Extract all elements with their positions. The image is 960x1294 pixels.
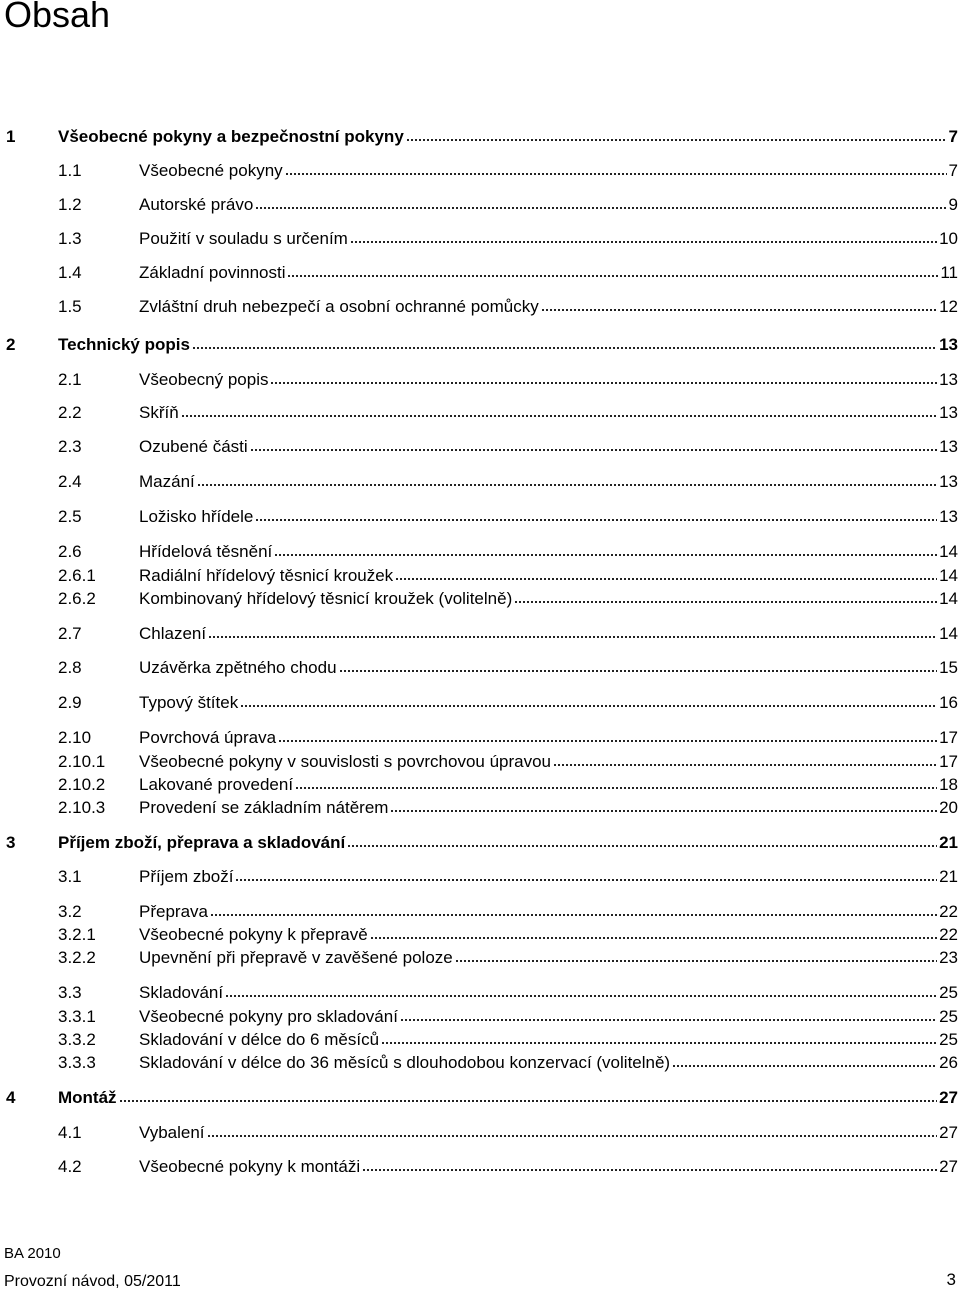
toc-entry-number: 3.3.3 [58,1053,96,1072]
toc-entry-page: 17 [939,728,958,747]
toc-entry[interactable] [0,865,960,889]
toc-entry-title: Příjem zboží [139,867,234,886]
toc-entry-number: 2.10.2 [58,775,106,794]
toc-entry-title: Vybalení [139,1123,205,1142]
toc-entry-number: 2.10.3 [58,798,106,817]
toc-entry-title: Autorské právo [139,195,254,214]
toc-entry-page: 14 [939,624,958,643]
toc-dot-leader [390,796,937,813]
toc-entry-page: 22 [939,925,958,944]
toc-entry[interactable] [0,505,960,529]
toc-entry-page: 13 [939,403,958,422]
toc-entry-number: 2.3 [58,437,82,456]
toc-entry-page: 17 [939,752,958,771]
footer-doc-code: BA 2010 [4,1245,61,1262]
toc-entry-title: Základní povinnosti [139,263,286,282]
toc-entry[interactable] [0,587,960,611]
toc-entry[interactable] [0,831,960,855]
toc-dot-leader [672,1051,937,1068]
toc-entry-title: Typový štítek [139,693,239,712]
toc-entry-number: 1.1 [58,161,82,180]
toc-entry[interactable] [0,796,960,820]
toc-entry-title: Všeobecné pokyny v souvislosti s povrchovou úpravou [139,752,552,771]
toc-entry[interactable] [0,261,960,285]
toc-dot-leader [208,622,937,639]
toc-entry[interactable] [0,923,960,947]
toc-entry-title: Skladování v délce do 36 měsíců s dlouhodobou konzervací (volitelně) [139,1053,671,1072]
toc-entry-number: 2.4 [58,472,82,491]
toc-entry-page: 13 [939,472,958,491]
toc-dot-leader [255,505,937,522]
toc-dot-leader [285,159,947,176]
toc-entry-page: 21 [939,867,958,886]
toc-entry-title: Skříň [139,403,179,422]
toc-entry-title: Technický popis [58,335,190,354]
toc-entry-number: 3 [6,833,16,852]
toc-entry[interactable] [0,159,960,183]
toc-entry-title: Lakované provedení [139,775,294,794]
toc-entry-number: 2.10.1 [58,752,106,771]
page-title: Obsah [4,0,111,35]
toc-entry[interactable] [0,900,960,924]
toc-dot-leader [406,125,947,142]
toc-dot-leader [455,946,937,963]
toc-entry-title: Skladování v délce do 6 měsíců [139,1030,380,1049]
toc-entry[interactable] [0,401,960,425]
toc-entry-title: Radiální hřídelový těsnicí kroužek [139,566,394,585]
toc-entry-page: 27 [939,1123,958,1142]
toc-dot-leader [395,564,937,581]
toc-dot-leader [278,726,937,743]
toc-entry-title: Příjem zboží, přeprava a skladování [58,833,346,852]
toc-entry[interactable] [0,295,960,319]
toc-entry-page: 20 [939,798,958,817]
toc-entry-page: 26 [939,1053,958,1072]
toc-entry-page: 13 [939,437,958,456]
toc-entry-page: 11 [940,263,958,282]
toc-entry-page: 23 [939,948,958,967]
toc-entry[interactable] [0,1005,960,1029]
toc-entry[interactable] [0,946,960,970]
toc-dot-leader [381,1028,937,1045]
toc-entry-title: Všeobecné pokyny [139,161,283,180]
footer-page-number: 3 [946,1270,956,1289]
toc-entry-title: Všeobecné pokyny k montáži [139,1157,361,1176]
toc-dot-leader [553,750,937,767]
toc-entry-page: 14 [939,566,958,585]
toc-dot-leader [119,1086,938,1103]
toc-entry[interactable] [0,435,960,459]
toc-dot-leader [240,691,937,708]
toc-entry-number: 1.2 [58,195,82,214]
toc-dot-leader [270,368,937,385]
toc-entry-page: 14 [939,542,958,561]
toc-entry-page: 12 [939,297,958,316]
toc-entry-title: Chlazení [139,624,207,643]
toc-entry-title: Montáž [58,1088,117,1107]
toc-entry-number: 3.3.1 [58,1007,96,1026]
toc-entry-title: Zvláštní druh nebezpečí a osobní ochranné pomůcky [139,297,539,316]
toc-entry[interactable] [0,470,960,494]
toc-entry[interactable] [0,125,960,149]
toc-entry-title: Přeprava [139,902,208,921]
toc-dot-leader [210,900,937,917]
toc-entry-number: 4.2 [58,1157,82,1176]
toc-entry-number: 2.6.1 [58,566,96,585]
toc-entry[interactable] [0,1086,960,1110]
toc-entry-page: 9 [948,195,958,214]
toc-dot-leader [295,773,937,790]
toc-entry-page: 14 [939,589,958,608]
toc-entry-number: 2.6 [58,542,82,561]
toc-dot-leader [250,435,937,452]
toc-entry-number: 3.3.2 [58,1030,96,1049]
toc-entry[interactable] [0,773,960,797]
toc-entry[interactable] [0,981,960,1005]
toc-entry-page: 15 [939,658,958,677]
toc-entry-title: Upevnění při přepravě v zavěšené poloze [139,948,453,967]
toc-entry-number: 3.3 [58,983,82,1002]
toc-entry-number: 2.10 [58,728,92,747]
toc-entry-title: Hřídelová těsnění [139,542,273,561]
toc-entry-number: 2 [6,335,16,354]
toc-entry-page: 7 [948,127,958,146]
toc-entry[interactable] [0,726,960,750]
toc-entry[interactable] [0,750,960,774]
toc-entry[interactable] [0,1155,960,1179]
toc-dot-leader [207,1121,938,1138]
toc-entry-page: 25 [939,1030,958,1049]
toc-entry-number: 4 [6,1088,16,1107]
toc-entry-number: 3.2 [58,902,82,921]
toc-entry-title: Všeobecný popis [139,370,269,389]
toc-entry-title: Všeobecné pokyny pro skladování [139,1007,398,1026]
toc-entry-number: 2.6.2 [58,589,96,608]
toc-dot-leader [339,656,938,673]
toc-entry-title: Použití v souladu s určením [139,229,348,248]
toc-entry-title: Uzávěrka zpětného chodu [139,658,337,677]
toc-dot-leader [274,540,937,557]
toc-entry-number: 4.1 [58,1123,82,1142]
toc-entry[interactable] [0,1051,960,1075]
toc-entry-title: Všeobecné pokyny a bezpečnostní pokyny [58,127,404,146]
toc-entry-title: Všeobecné pokyny k přepravě [139,925,368,944]
toc-entry-number: 3.2.2 [58,948,96,967]
toc-entry-title: Provedení se základním nátěrem [139,798,389,817]
toc-entry-page: 13 [939,507,958,526]
toc-entry-title: Ozubené části [139,437,248,456]
toc-entry-number: 2.8 [58,658,82,677]
toc-entry-page: 22 [939,902,958,921]
toc-dot-leader [400,1005,937,1022]
toc-entry[interactable] [0,564,960,588]
toc-entry-number: 2.1 [58,370,82,389]
toc-entry-page: 13 [939,370,958,389]
toc-entry-number: 2.7 [58,624,82,643]
toc-entry[interactable] [0,540,960,564]
toc-dot-leader [514,587,937,604]
toc-entry[interactable] [0,368,960,392]
toc-entry-number: 3.2.1 [58,925,96,944]
toc-entry[interactable] [0,1121,960,1145]
toc-dot-leader [192,333,937,350]
toc-dot-leader [287,261,938,278]
footer-manual: Provozní návod, 05/2011 [4,1273,181,1290]
toc-entry-title: Ložisko hřídele [139,507,254,526]
toc-entry[interactable] [0,1028,960,1052]
toc-entry-page: 16 [939,693,958,712]
toc-dot-leader [347,831,937,848]
toc-dot-leader [541,295,937,312]
toc-entry-page: 13 [939,335,958,354]
toc-entry-number: 1.5 [58,297,82,316]
toc-entry[interactable] [0,227,960,251]
toc-entry-page: 25 [939,1007,958,1026]
toc-dot-leader [225,981,937,998]
toc-entry-title: Povrchová úprava [139,728,277,747]
toc-entry-number: 1 [6,127,16,146]
toc-dot-leader [235,865,937,882]
toc-entry[interactable] [0,656,960,680]
toc-entry[interactable] [0,622,960,646]
toc-entry-page: 27 [939,1157,958,1176]
toc-entry-number: 2.5 [58,507,82,526]
toc-dot-leader [197,470,937,487]
toc-dot-leader [350,227,937,244]
toc-entry-page: 7 [948,161,958,180]
toc-entry-page: 25 [939,983,958,1002]
toc-entry-page: 27 [939,1088,958,1107]
toc-entry-number: 2.9 [58,693,82,712]
toc-entry-page: 10 [939,229,958,248]
toc-dot-leader [370,923,937,940]
toc-entry[interactable] [0,691,960,715]
toc-entry[interactable] [0,193,960,217]
toc-entry[interactable] [0,333,960,357]
toc-entry-number: 1.3 [58,229,82,248]
toc-entry-number: 3.1 [58,867,82,886]
toc-entry-page: 18 [939,775,958,794]
toc-dot-leader [181,401,937,418]
toc-entry-title: Kombinovaný hřídelový těsnicí kroužek (volitelně) [139,589,513,608]
toc-entry-number: 1.4 [58,263,82,282]
toc-entry-page: 21 [939,833,958,852]
toc-dot-leader [255,193,946,210]
toc-entry-title: Skladování [139,983,224,1002]
toc-entry-number: 2.2 [58,403,82,422]
toc-entry-title: Mazání [139,472,195,491]
toc-dot-leader [362,1155,937,1172]
